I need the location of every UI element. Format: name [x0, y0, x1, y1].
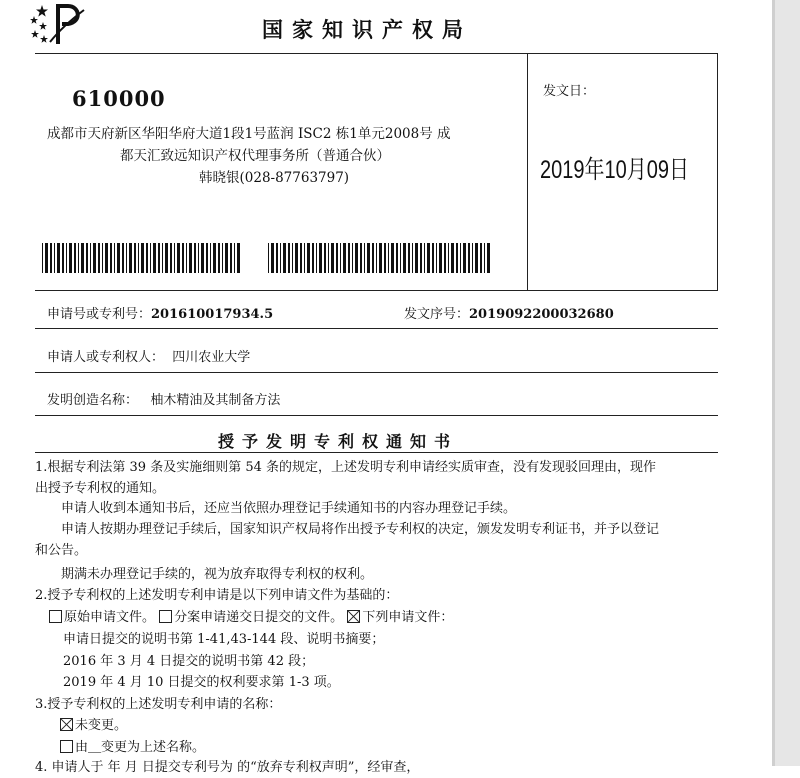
right-border	[717, 53, 718, 290]
name-unchanged-checkbox	[60, 718, 73, 731]
page-edge-shadow	[775, 0, 800, 766]
notice-title: 授予发明专利权通知书	[218, 432, 459, 451]
cnipa-logo-icon	[28, 2, 88, 46]
divisional-files-label: 分案申请递交日提交的文件。	[174, 610, 344, 625]
basis-options	[49, 607, 453, 628]
clause-4: 4. 申请人于 年 月 日提交专利号为 的“放弃专利权声明”，经审查，	[35, 760, 420, 775]
applicant-label: 申请人或专利权人：	[47, 350, 165, 365]
barcode-right	[268, 243, 490, 273]
clause-1-para3-line2: 和公告。	[35, 543, 88, 558]
name-changed-checkbox	[60, 740, 73, 753]
application-number-label: 申请号或专利号：	[47, 307, 152, 322]
recipient-address-line1: 成都市天府新区华阳华府大道1段1号蓝润 ISC2 栋1单元2008号 成	[47, 126, 451, 142]
listed-doc-1: 申请日提交的说明书第 1-41,43-144 段、说明书摘要；	[63, 632, 385, 647]
clause-1-para4: 期满未办理登记手续的，视为放弃取得专利权的权利。	[61, 567, 374, 582]
fields-rule-1	[35, 328, 718, 329]
document-number-label: 发文序号：	[404, 307, 470, 322]
clause-1-para3-line1: 申请人按期办理登记手续后，国家知识产权局将作出授予专利权的决定，颁发发明专利证书，并予以登记	[61, 522, 660, 537]
name-changed-option	[60, 737, 205, 758]
name-unchanged-label: 未变更。	[75, 718, 128, 733]
header-rule	[35, 53, 718, 54]
fields-rule-2	[35, 372, 718, 373]
original-files-checkbox	[49, 610, 62, 623]
invention-title: 柚木精油及其制备方法	[150, 393, 281, 408]
title-rule	[35, 452, 718, 453]
document-number: 2019092200032680	[469, 307, 614, 322]
listed-doc-2: 2016 年 3 月 4 日提交的说明书第 42 段；	[63, 654, 315, 669]
name-unchanged-option	[60, 715, 127, 736]
clause-1-para2: 申请人收到本通知书后，还应当依照办理登记手续通知书的内容办理登记手续。	[61, 501, 517, 516]
dispatch-date: 2019年10月09日	[540, 156, 689, 184]
application-number: 201610017934.5	[151, 307, 274, 322]
clause-1-line2: 出授予专利权的通知。	[35, 481, 166, 496]
fields-rule-3	[35, 415, 718, 416]
application-number-field	[47, 303, 273, 322]
listed-doc-3: 2019 年 4 月 10 日提交的权利要求第 1-3 项。	[63, 675, 340, 690]
applicant-field	[47, 346, 250, 365]
fields-top-rule	[35, 290, 718, 291]
clause-3: 3.授予专利权的上述发明专利申请的名称：	[35, 697, 282, 712]
clause-2: 2.授予专利权的上述发明专利申请是以下列申请文件为基础的：	[35, 588, 399, 603]
clause-1-line1: 1.根据专利法第 39 条及实施细则第 54 条的规定，上述发明专利申请经实质审查，没有发现驳回理由，现作	[35, 460, 657, 475]
recipient-contact: 韩晓银(028-87763797)	[199, 170, 350, 186]
listed-files-label: 下列申请文件：	[362, 610, 454, 625]
divisional-files-checkbox	[159, 610, 172, 623]
applicant-name: 四川农业大学	[172, 350, 251, 365]
listed-files-checkbox	[347, 610, 360, 623]
dispatch-date-label: 发文日：	[543, 84, 596, 99]
invention-field	[47, 389, 280, 408]
address-divider	[527, 53, 528, 290]
barcode-left	[42, 243, 240, 273]
postcode: 610000	[72, 86, 166, 111]
document-number-field	[404, 303, 614, 322]
agency-name: 国家知识产权局	[262, 18, 472, 42]
original-files-label: 原始申请文件。	[64, 610, 156, 625]
recipient-address-line2: 都天汇致远知识产权代理事务所（普通合伙）	[120, 148, 390, 164]
invention-label: 发明创造名称：	[47, 393, 139, 408]
name-changed-label: 由＿变更为上述名称。	[75, 740, 206, 755]
